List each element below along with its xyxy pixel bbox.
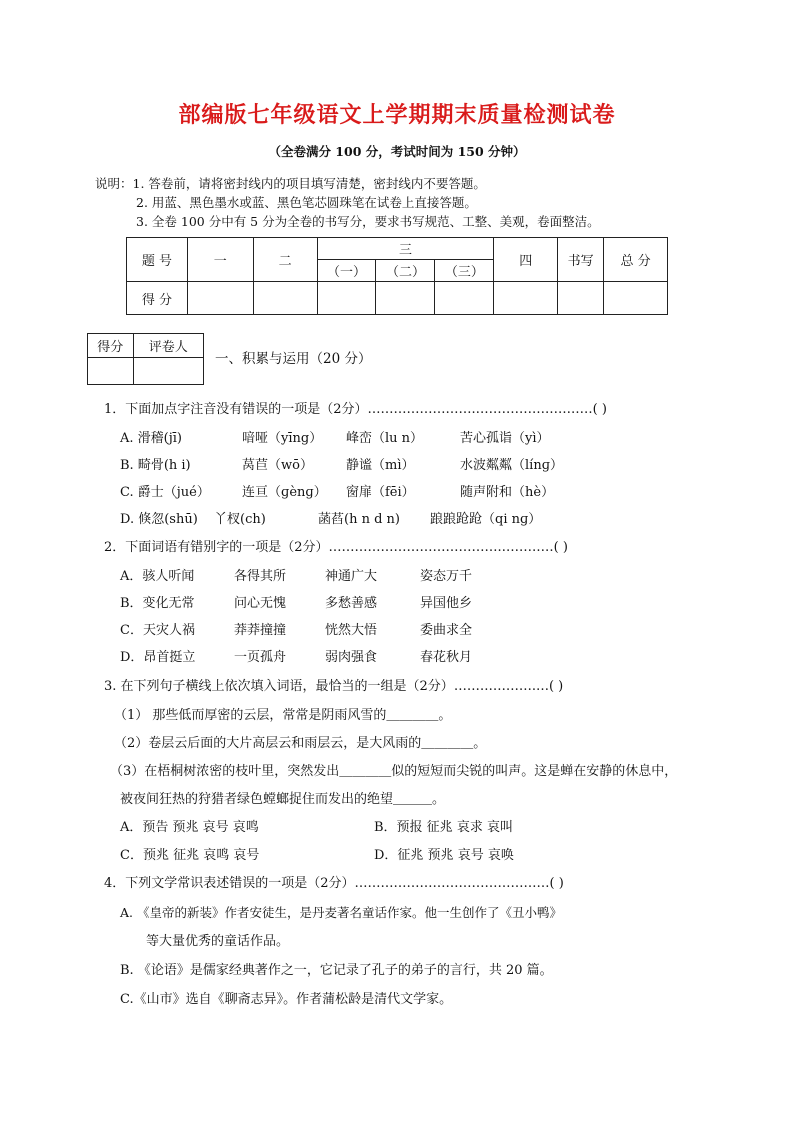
q2-option-a-1: A．骇人听闻 <box>120 569 195 584</box>
q2-option-c-1: C．天灾人祸 <box>120 623 195 638</box>
grader-table <box>87 333 204 385</box>
score-cell[interactable] <box>604 282 668 315</box>
q2-option-a-3: 神通广大 <box>325 569 378 584</box>
q1-option-c-2: 连亘（ɡènɡ） <box>242 485 327 500</box>
q2-option-a-2: 各得其所 <box>234 569 287 584</box>
q4-option-a-line2: 等大量优秀的童话作品。 <box>146 934 290 949</box>
q2-option-d-3: 弱肉强食 <box>325 650 378 665</box>
q1-stem <box>104 401 607 419</box>
note-item-2: 2. 用蓝、黑色墨水或蓝、黑色笔芯圆珠笔在试卷上直接答题。 <box>136 195 477 210</box>
q1-stem-text: 1．下面加点字注音没有错误的一项是（2分） <box>104 402 368 417</box>
exam-title: 部编版七年级语文上学期期末质量检测试卷 <box>178 103 616 128</box>
header-part-4: 四 <box>494 238 558 282</box>
q1-option-c-3: 窗扉（fēi） <box>346 485 415 500</box>
q3-sentence-1: （1） 那些低而厚密的云层，常常是阴雨风雪的＿＿＿＿。 <box>114 708 452 723</box>
q2-option-d-4: 春花秋月 <box>420 650 473 665</box>
header-question-number: 题 号 <box>127 238 188 282</box>
q4-stem-text: 4．下列文学常识表述错误的一项是（2分） <box>104 876 355 891</box>
q2-option-b-3: 多愁善感 <box>325 596 378 611</box>
header-part-1: 一 <box>187 238 253 282</box>
score-table <box>126 237 668 315</box>
header-total: 总 分 <box>604 238 668 282</box>
header-part-3-sub-1: （一） <box>317 260 376 282</box>
q1-option-a-1: A. 滑稽(jī) <box>120 431 182 446</box>
score-cell[interactable] <box>494 282 558 315</box>
q2-option-c-2: 莽莽撞撞 <box>234 623 287 638</box>
q3-sentence-3b: 被夜间狂热的狩猎者绿色螳螂捉住而发出的绝望＿＿＿。 <box>120 792 446 807</box>
q4-stem <box>104 875 564 893</box>
q2-option-b-2: 问心无愧 <box>234 596 287 611</box>
q2-stem <box>104 539 568 557</box>
q1-option-b-4: 水波粼粼（línɡ） <box>460 458 564 473</box>
q1-option-d-1: D. 倏忽(shū) <box>120 512 198 527</box>
score-cell[interactable] <box>317 282 376 315</box>
q2-option-b-4: 异国他乡 <box>420 596 473 611</box>
score-cell[interactable] <box>558 282 604 315</box>
q2-option-c-4: 委曲求全 <box>420 623 473 638</box>
header-part-3: 三 <box>317 238 494 260</box>
q3-option-c: C．预兆 征兆 哀鸣 哀号 <box>120 848 260 863</box>
q4-option-c: C.《山市》选自《聊斋志异》。作者蒲松龄是清代文学家。 <box>120 992 453 1007</box>
header-writing: 书写 <box>558 238 604 282</box>
q2-option-c-3: 恍然大悟 <box>325 623 378 638</box>
q1-option-a-2: 喑哑（yīng） <box>242 431 323 446</box>
q3-option-b: B．预报 征兆 哀求 哀叫 <box>374 820 513 835</box>
q1-option-d-2: 丫杈(ch) <box>214 512 266 527</box>
note-item-3: 3. 全卷 100 分中有 5 分为全卷的书写分，要求书写规范、工整、美观，卷面整洁。 <box>136 214 600 229</box>
score-cell[interactable] <box>435 282 494 315</box>
q1-option-a-4: 苦心孤诣（yì） <box>460 431 550 446</box>
q4-answer-paren[interactable]: ………………………………………( ) <box>354 876 564 891</box>
header-part-3-sub-3: （三） <box>435 260 494 282</box>
grader-name-label: 评卷人 <box>133 334 203 358</box>
notes-line-1 <box>95 176 486 192</box>
q4-option-a-line1: A. 《皇帝的新装》作者安徒生，是丹麦著名童话作家。他一生创作了《丑小鸭》 <box>120 905 562 920</box>
q2-option-a-4: 姿态万千 <box>420 569 473 584</box>
q2-option-d-1: D．昂首挺立 <box>120 650 196 665</box>
q1-option-b-1: B. 畸骨(h i) <box>120 458 191 473</box>
q1-option-c-4: 随声附和（hè） <box>460 485 555 500</box>
section-1-heading: 一、积累与运用（20 分） <box>215 351 372 367</box>
score-cell[interactable] <box>253 282 317 315</box>
q3-answer-paren[interactable]: ……………….…( ) <box>453 679 564 694</box>
q1-option-c-1: C. 爵士（jué） <box>120 485 210 500</box>
q3-stem-text: 3. 在下列句子横线上依次填入词语，最恰当的一组是（2分） <box>104 679 454 694</box>
q2-answer-paren[interactable]: ………………………………….…………( ) <box>328 540 568 555</box>
grader-score-label: 得分 <box>88 334 134 358</box>
q4-option-b: B. 《论语》是儒家经典著作之一，它记录了孔子的弟子的言行，共 20 篇。 <box>120 963 553 978</box>
header-part-2: 二 <box>253 238 317 282</box>
notes-label: 说明： <box>95 176 133 191</box>
q3-sentence-2: （2）卷层云后面的大片高层云和雨层云，是大风雨的＿＿＿＿。 <box>114 736 487 751</box>
row-score-label: 得 分 <box>127 282 188 315</box>
q2-option-b-1: B．变化无常 <box>120 596 195 611</box>
q1-option-d-3: 菡萏(h n d n) <box>318 512 400 527</box>
grader-score-cell[interactable] <box>88 358 134 385</box>
q1-option-b-3: 静谧（mì） <box>346 458 415 473</box>
score-cell[interactable] <box>376 282 435 315</box>
q1-answer-paren[interactable]: …………………….………………………( ) <box>367 402 607 417</box>
exam-subtitle: （全卷满分 100 分，考试时间为 150 分钟） <box>268 144 526 159</box>
q3-stem <box>104 678 563 696</box>
q1-option-b-2: 莴苣（wō） <box>242 458 313 473</box>
grader-name-cell[interactable] <box>133 358 203 385</box>
q1-option-a-3: 峰峦（lu n） <box>346 431 424 446</box>
header-part-3-sub-2: （二） <box>376 260 435 282</box>
score-cell[interactable] <box>187 282 253 315</box>
q3-option-d: D．征兆 预兆 哀号 哀唤 <box>374 848 514 863</box>
q3-option-a: A．预告 预兆 哀号 哀鸣 <box>120 820 259 835</box>
q3-sentence-3a: （3）在梧桐树浓密的枝叶里，突然发出＿＿＿＿似的短短而尖锐的叫声。这是蝉在安静的休息中， <box>110 764 678 779</box>
q2-stem-text: 2．下面词语有错别字的一项是（2分） <box>104 540 329 555</box>
note-item-1: 1. 答卷前，请将密封线内的项目填写清楚，密封线内不要答题。 <box>132 176 486 191</box>
q2-option-d-2: 一页孤舟 <box>234 650 287 665</box>
q1-option-d-4: 踉踉跄跄（qi nɡ） <box>430 512 542 527</box>
